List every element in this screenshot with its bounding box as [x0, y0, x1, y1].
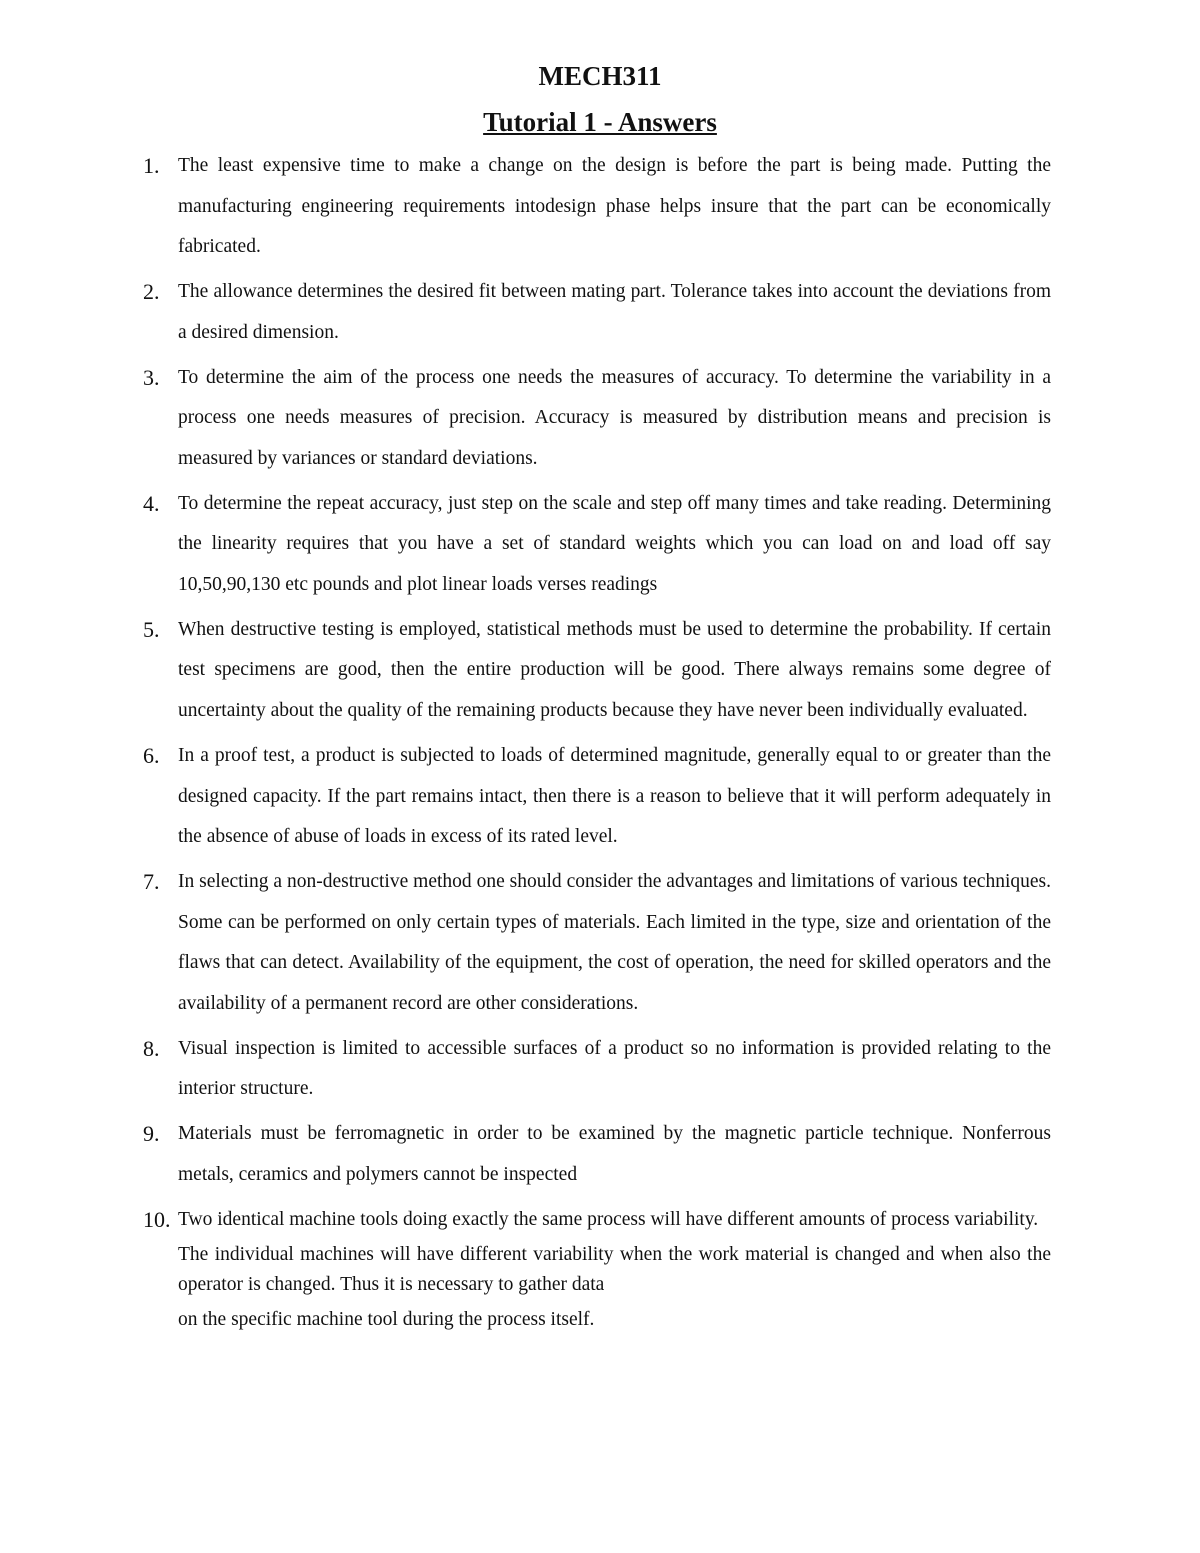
course-code: MECH311 [538, 61, 662, 91]
answer-text: Materials must be ferromagnetic in order to be examined by the magnetic particle technique. Nonferrous metals, ceramics and polymers cannot be inspected [178, 1123, 1051, 1185]
answer-number: 1. [143, 153, 160, 178]
answer-text: To determine the repeat accuracy, just step on the scale and step off many times and take reading. Determining the linearity requires that you have a set of standard weights which you can load on and load off say 10,50,90,130 etc pounds and plot linear loads verses readings [178, 492, 1051, 596]
answer-text: To determine the aim of the process one needs the measures of accuracy. To determine the variability in a process one needs measures of precision. Accuracy is measured by distribution means and precision is measured by variances or standard deviations. [178, 366, 1051, 469]
answer-number: 3. [143, 364, 160, 390]
answer-item [0, 862, 1200, 1025]
answer-item [0, 610, 1200, 732]
answer-item [0, 484, 1200, 606]
answer-number: 2. [143, 279, 160, 305]
answer-item [0, 1200, 1200, 1341]
answer-text: Visual inspection is limited to accessible surfaces of a product so no information is provided relating to the interior structure. [178, 1037, 1051, 1100]
answer-text: When destructive testing is employed, statistical methods must be used to determine the probability. If certain test specimens are good, then the entire production will be good. There always remains some degree of uncertainty about the quality of the remaining products because they have never been individually evaluated. [178, 618, 1051, 722]
answer-text: In a proof test, a product is subjected to loads of determined magnitude, generally equal to or greater than the designed capacity. If the part remains intact, then there is a reason to believe that it will perform adequately in the absence of abuse of loads in excess of its rated level. [178, 744, 1051, 848]
answer-text: The least expensive time to make a change on the design is before the part is being made. Putting the manufacturing engineering requirements intodesign phase helps insure that the part can be economically fabricated. [178, 155, 1051, 258]
answer-item [0, 146, 1200, 268]
answer-item [0, 272, 1200, 353]
page-title: Tutorial 1 - Answers [483, 107, 717, 137]
answer-text: Two identical machine tools doing exactly the same process will have different amounts of process variability. [178, 1208, 1039, 1230]
answer-item [0, 1114, 1200, 1195]
answer-text: In selecting a non-destructive method one should consider the advantages and limitations of various techniques. Some can be performed on only certain types of materials. Each limited in the type, size and orientation of the flaws that can detect. Availability of the equipment, the cost of operation, the need for skilled operators and the availability of a permanent record are other considerations. [178, 870, 1051, 1015]
answer-item [0, 358, 1200, 480]
answer-item [0, 1029, 1200, 1110]
answer-text-continued: The individual machines will have different variability when the work material is changed and when also the operator is changed. Thus it is necessary to gather data [178, 1244, 1051, 1296]
answer-number: 6. [143, 742, 160, 768]
answer-number: 10. [143, 1206, 171, 1232]
answers-list [0, 146, 1200, 1340]
answer-number: 9. [143, 1121, 160, 1147]
answer-number: 5. [143, 616, 160, 642]
answer-text-end: on the specific machine tool during the process itself. [178, 1309, 595, 1331]
answer-number: 8. [143, 1035, 160, 1061]
answer-text: The allowance determines the desired fit between mating part. Tolerance takes into account the deviations from a desired dimension. [178, 281, 1051, 343]
answer-number: 7. [143, 868, 160, 894]
answer-number: 4. [143, 490, 160, 516]
answer-item [0, 736, 1200, 858]
